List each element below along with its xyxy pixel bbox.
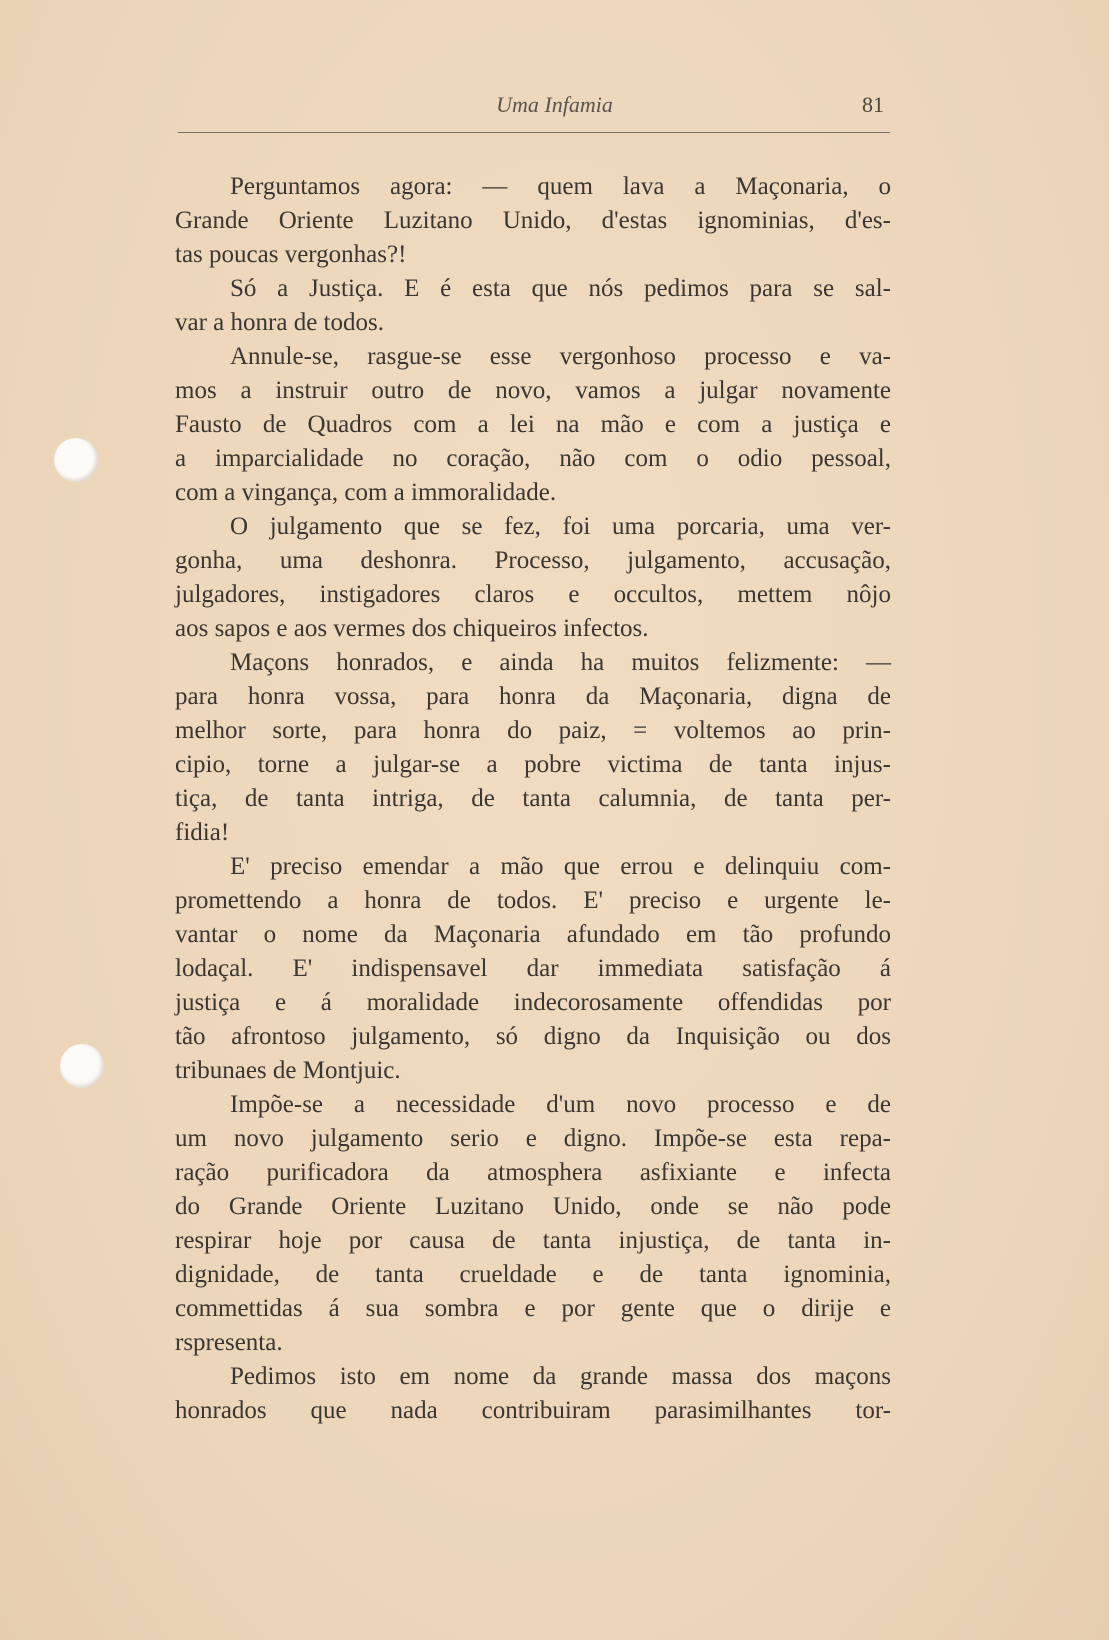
text-line: Impõe-se a necessidade d'um novo processo e de (230, 1091, 891, 1118)
text-line: O julgamento que se fez, foi uma porcaria, uma ver- (230, 513, 891, 540)
text-line: aos sapos e aos vermes dos chiqueiros infectos. (175, 615, 649, 642)
text-line: gonha, uma deshonra. Processo, julgamento, accusação, (175, 547, 891, 574)
text-line: ração purificadora da atmosphera asfixiante e infecta (175, 1159, 891, 1186)
text-line: respirar hoje por causa de tanta injustiça, de tanta in- (175, 1227, 891, 1254)
text-line: tão afrontoso julgamento, só digno da Inquisição ou dos (175, 1023, 891, 1050)
text-line: justiça e á moralidade indecorosamente offendidas por (175, 989, 891, 1016)
header-rule (178, 132, 890, 133)
text-line: fidia! (175, 819, 230, 846)
text-line: Pedimos isto em nome da grande massa dos maçons (230, 1363, 891, 1390)
text-line: Grande Oriente Luzitano Unido, d'estas ignominias, d'es- (175, 207, 891, 234)
text-line: do Grande Oriente Luzitano Unido, onde se não pode (175, 1193, 891, 1220)
text-line: para honra vossa, para honra da Maçonaria, digna de (175, 683, 891, 710)
text-line: com a vingança, com a immoralidade. (175, 479, 557, 506)
text-line: vantar o nome da Maçonaria afundado em tão profundo (175, 921, 891, 948)
page-number: 81 (862, 92, 884, 117)
text-line: Annule-se, rasgue-se esse vergonhoso processo e va- (230, 343, 891, 370)
text-line: rspresenta. (175, 1329, 283, 1356)
text-line: dignidade, de tanta crueldade e de tanta ignominia, (175, 1261, 891, 1288)
text-line: tiça, de tanta intriga, de tanta calumnia, de tanta per- (175, 785, 891, 812)
text-line: E' preciso emendar a mão que errou e delinquiu com- (230, 853, 891, 880)
text-line: cipio, torne a julgar-se a pobre victima de tanta injus- (175, 751, 891, 778)
text-line: um novo julgamento serio e digno. Impõe-se esta repa- (175, 1125, 891, 1152)
text-line: tas poucas vergonhas?! (175, 241, 407, 268)
text-line: Fausto de Quadros com a lei na mão e com a justiça e (175, 411, 891, 438)
body-text (175, 170, 891, 1428)
text-line: melhor sorte, para honra do paiz, = voltemos ao prin- (175, 717, 891, 744)
punch-hole-icon (54, 438, 98, 482)
running-title: Uma Infamia (496, 92, 613, 117)
text-line: honrados que nada contribuiram parasimilhantes tor- (175, 1397, 891, 1424)
text-line: var a honra de todos. (175, 309, 384, 336)
text-line: mos a instruir outro de novo, vamos a julgar novamente (175, 377, 891, 404)
text-line: julgadores, instigadores claros e occultos, mettem nôjo (175, 581, 891, 608)
punch-hole-icon (60, 1044, 104, 1088)
text-line: a imparcialidade no coração, não com o odio pessoal, (175, 445, 891, 472)
text-line: lodaçal. E' indispensavel dar immediata satisfação á (175, 955, 891, 982)
text-line: commettidas á sua sombra e por gente que o dirije e (175, 1295, 891, 1322)
text-line: Maçons honrados, e ainda ha muitos felizmente: — (230, 649, 891, 676)
text-line: Só a Justiça. E é esta que nós pedimos para se sal- (230, 275, 891, 302)
text-line: promettendo a honra de todos. E' preciso e urgente le- (175, 887, 891, 914)
text-line: tribunaes de Montjuic. (175, 1057, 401, 1084)
text-line: Perguntamos agora: — quem lava a Maçonaria, o (230, 173, 891, 200)
